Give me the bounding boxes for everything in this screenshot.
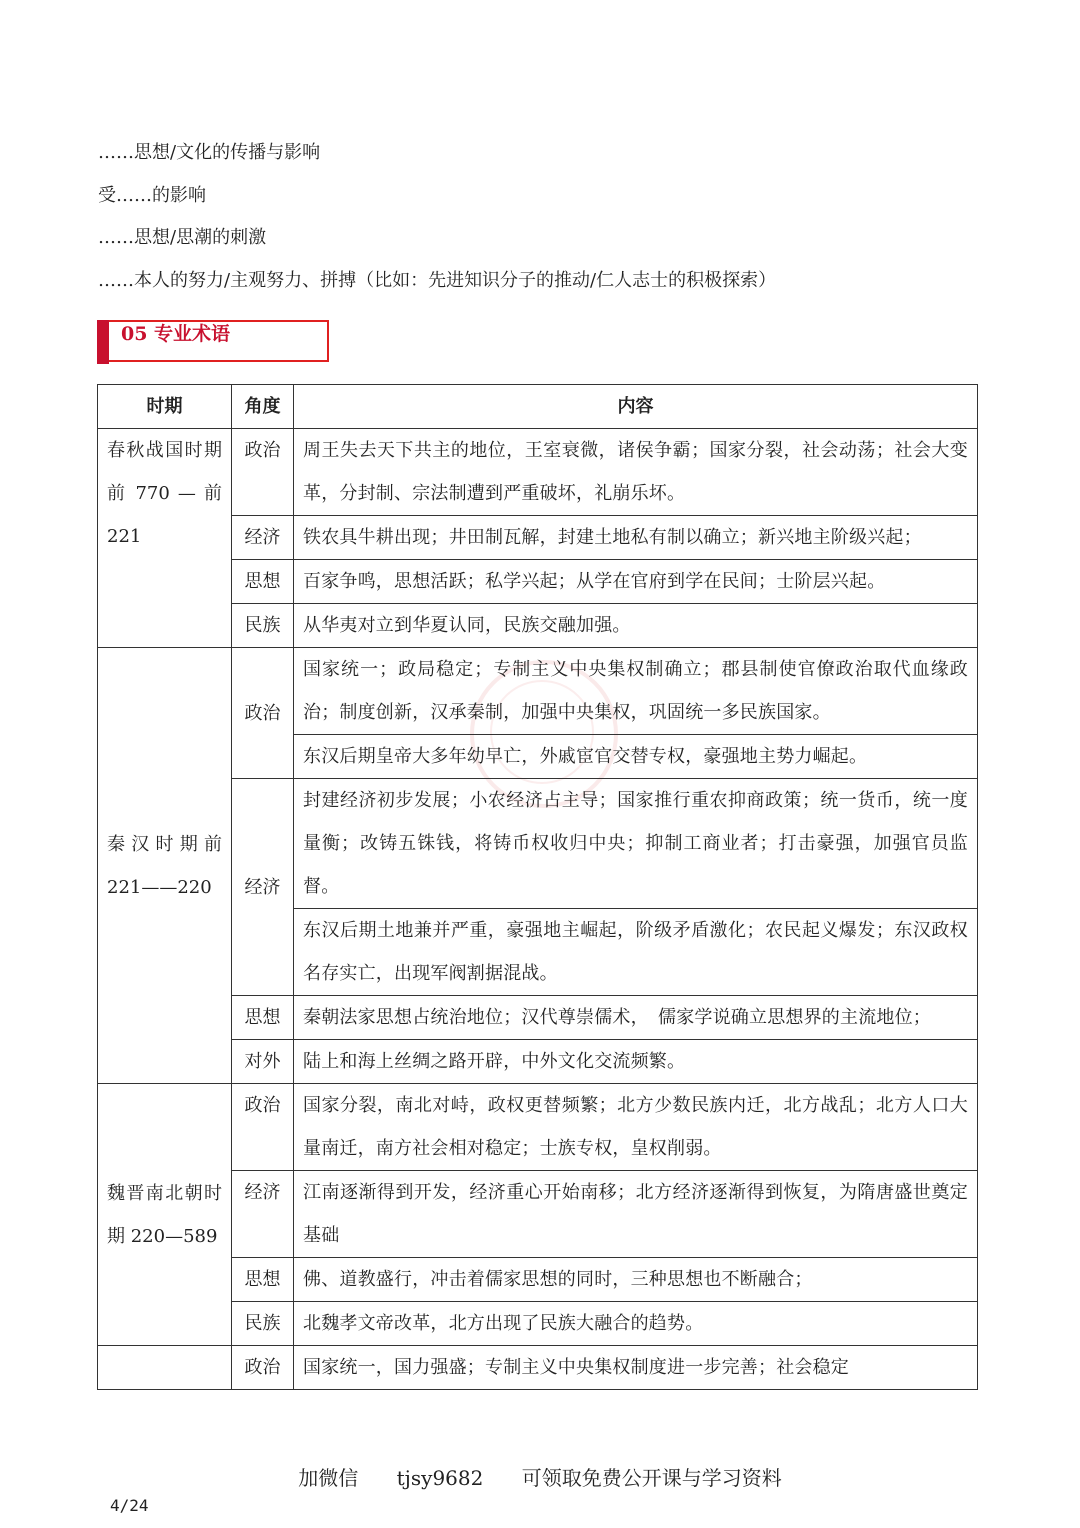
header-aspect: 角度 (232, 385, 294, 429)
aspect-cell: 政治 (232, 429, 294, 516)
aspect-cell: 政治 (232, 1084, 294, 1171)
page-number: 4/24 (110, 1496, 149, 1515)
aspect-cell: 思想 (232, 1258, 294, 1302)
table-row (98, 1084, 978, 1171)
aspect-cell: 经济 (232, 1171, 294, 1258)
content-cell: 秦朝法家思想占统治地位；汉代尊崇儒术， 儒家学说确立思想界的主流地位； (294, 996, 978, 1040)
table-row (98, 429, 978, 516)
content-cell: 封建经济初步发展；小农经济占主导；国家推行重农抑商政策；统一货币，统一度量衡；改铸五铢钱，将铸币权收归中央；抑制工商业者；打击豪强，加强官员监督。 (294, 779, 978, 909)
aspect-cell: 经济 (232, 779, 294, 996)
content-cell: 铁农具牛耕出现；井田制瓦解，封建土地私有制以确立；新兴地主阶级兴起； (294, 516, 978, 560)
content-cell: 国家分裂，南北对峙，政权更替频繁；北方少数民族内迁，北方战乱；北方人口大量南迁，南方社会相对稳定；士族专权，皇权削弱。 (294, 1084, 978, 1171)
intro-line: ……本人的努力/主观努力、拼搏（比如：先进知识分子的推动/仁人志士的积极探索） (98, 269, 777, 291)
aspect-cell: 民族 (232, 1302, 294, 1346)
terms-table (97, 384, 978, 1390)
content-cell: 百家争鸣，思想活跃；私学兴起；从学在官府到学在民间；士阶层兴起。 (294, 560, 978, 604)
aspect-cell: 对外 (232, 1040, 294, 1084)
intro-line: ……思想/思潮的刺激 (98, 227, 267, 248)
header-content: 内容 (294, 385, 978, 429)
content-cell: 北魏孝文帝改革，北方出现了民族大融合的趋势。 (294, 1302, 978, 1346)
intro-line: ……思想/文化的传播与影响 (98, 142, 321, 163)
aspect-cell: 民族 (232, 604, 294, 648)
footer-wechat-id: tjsy9682 (396, 1466, 484, 1490)
table-row (98, 1346, 978, 1390)
content-cell: 江南逐渐得到开发，经济重心开始南移；北方经济逐渐得到恢复，为隋唐盛世奠定基础 (294, 1171, 978, 1258)
footer-promo (0, 1462, 1080, 1491)
content-cell: 周王失去天下共主的地位，王室衰微，诸侯争霸；国家分裂，社会动荡；社会大变革，分封制、宗法制遭到严重破坏，礼崩乐坏。 (294, 429, 978, 516)
section-heading (97, 320, 329, 362)
period-cell: 秦 汉 时 期 前 221——220 (98, 648, 232, 1084)
footer-suffix: 可领取免费公开课与学习资料 (521, 1466, 782, 1490)
content-cell: 东汉后期皇帝大多年幼早亡，外戚宦官交替专权，豪强地主势力崛起。 (294, 735, 978, 779)
period-cell: 春秋战国时期前 770 — 前 221 (98, 429, 232, 648)
content-cell: 从华夷对立到华夏认同，民族交融加强。 (294, 604, 978, 648)
period-cell: 魏晋南北朝时期 220—589 (98, 1084, 232, 1346)
aspect-cell: 经济 (232, 516, 294, 560)
aspect-cell: 政治 (232, 1346, 294, 1390)
section-accent-bar (97, 320, 109, 364)
table-header-row (98, 385, 978, 429)
footer-prefix: 加微信 (298, 1466, 359, 1490)
intro-line: 受……的影响 (98, 184, 206, 206)
section-title: 05 专业术语 (121, 323, 231, 345)
content-cell: 佛、道教盛行，冲击着儒家思想的同时，三种思想也不断融合； (294, 1258, 978, 1302)
content-cell: 国家统一，国力强盛；专制主义中央集权制度进一步完善；社会稳定 (294, 1346, 978, 1390)
content-cell: 陆上和海上丝绸之路开辟，中外文化交流频繁。 (294, 1040, 978, 1084)
content-cell: 东汉后期土地兼并严重，豪强地主崛起，阶级矛盾激化；农民起义爆发；东汉政权名存实亡，出现军阀割据混战。 (294, 909, 978, 996)
aspect-cell: 思想 (232, 560, 294, 604)
period-cell (98, 1346, 232, 1390)
table-row (98, 648, 978, 735)
aspect-cell: 政治 (232, 648, 294, 779)
intro-list (98, 132, 978, 302)
aspect-cell: 思想 (232, 996, 294, 1040)
content-cell: 国家统一；政局稳定；专制主义中央集权制确立；郡县制使官僚政治取代血缘政治；制度创新，汉承秦制，加强中央集权，巩固统一多民族国家。 (294, 648, 978, 735)
header-period: 时期 (98, 385, 232, 429)
